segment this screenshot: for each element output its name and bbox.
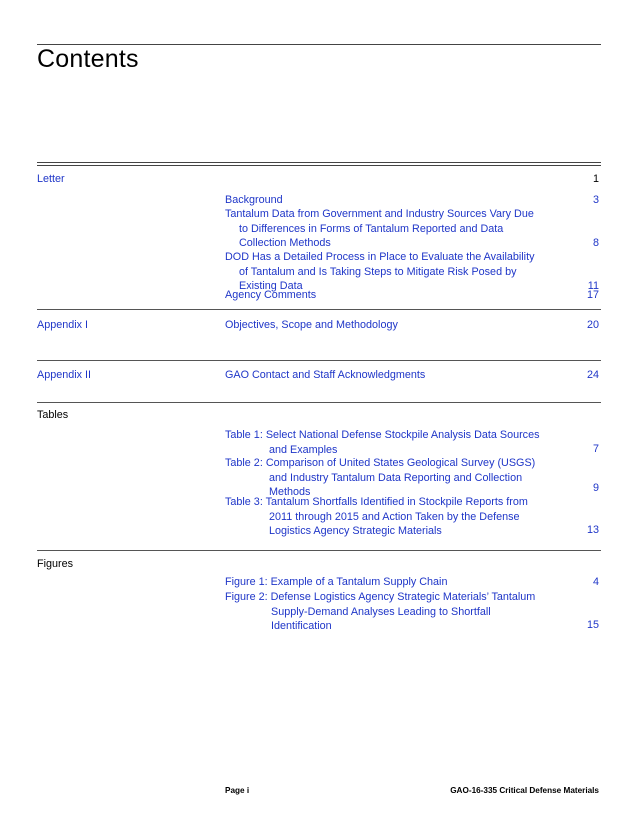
footer-page-number: Page i [225,786,250,795]
appendix-1-page: 20 [586,319,599,331]
appendix-1-label[interactable]: Appendix I [37,319,89,331]
entry-line: of Tantalum and Is Taking Steps to Mitigate Risk Posed by [239,265,517,278]
entry-line: Agency Comments [225,289,317,301]
letter-link[interactable]: Letter [37,173,65,185]
page-number: 17 [586,289,599,301]
toc-entry-background[interactable] [225,193,283,208]
entry-line: Table 2: Comparison of United States Geological Survey (USGS) [225,457,536,469]
entry-line: Tantalum Data from Government and Industry Sources Vary Due [225,208,534,220]
toc-entry-dod-process[interactable] [225,250,534,294]
footer-report-id: GAO-16-335 Critical Defense Materials [450,786,599,795]
toc-entry-agency-comments[interactable] [225,288,316,303]
entry-line: Collection Methods [239,237,331,249]
entry-line: and Examples [269,443,338,456]
entry-line: Methods [269,486,311,498]
entry-line: Table 3: Tantalum Shortfalls Identified in Stockpile Reports from [225,496,528,508]
toc-entry-figure-1[interactable] [225,575,447,590]
figures-label: Figures [37,558,74,570]
toc-entry-table-1[interactable] [225,428,539,457]
figures-rule [37,550,601,551]
tables-label: Tables [37,409,69,421]
tables-rule [37,402,601,403]
appendix-2-page: 24 [586,369,599,381]
entry-line: Background [225,194,283,206]
entry-line: Existing Data [239,280,303,292]
appendix-1-title[interactable]: Objectives, Scope and Methodology [225,319,398,331]
toc-entry-figure-2[interactable] [225,590,535,634]
page-number: 13 [586,524,599,536]
entry-line: Figure 1: Example of a Tantalum Supply Chain [225,576,448,588]
appendix-1-rule [37,309,601,310]
page-number: 7 [592,443,599,455]
entry-line: Table 1: Select National Defense Stockpile Analysis Data Sources [225,429,540,441]
entry-line: to Differences in Forms of Tantalum Reported and Data [239,222,504,235]
entry-line: DOD Has a Detailed Process in Place to Evaluate the Availability [225,251,535,263]
appendix-2-label[interactable]: Appendix II [37,369,92,381]
appendix-2-title[interactable]: GAO Contact and Staff Acknowledgments [225,369,426,381]
page-title: Contents [37,45,139,73]
entry-line: 2011 through 2015 and Action Taken by the Defense [269,510,520,523]
entry-line: and Industry Tantalum Data Reporting and Collection [269,471,523,484]
entry-line: Supply-Demand Analyses Leading to Shortfall [271,605,491,618]
appendix-2-rule [37,360,601,361]
letter-page: 1 [592,173,599,185]
entry-line: Figure 2: Defense Logistics Agency Strategic Materials’ Tantalum [225,591,536,603]
letter-rule [37,162,601,166]
page-number: 4 [592,576,599,588]
entry-line: Logistics Agency Strategic Materials [269,525,442,537]
page-number: 3 [592,194,599,206]
page-number: 11 [587,280,599,292]
toc-entry-table-2[interactable] [225,456,535,500]
page-number: 8 [592,237,599,249]
toc-entry-tantalum-data[interactable] [225,207,534,251]
toc-entry-table-3[interactable] [225,495,528,539]
page-number: 9 [592,482,599,494]
entry-line: Identification [271,620,332,632]
page-number: 15 [586,619,599,631]
